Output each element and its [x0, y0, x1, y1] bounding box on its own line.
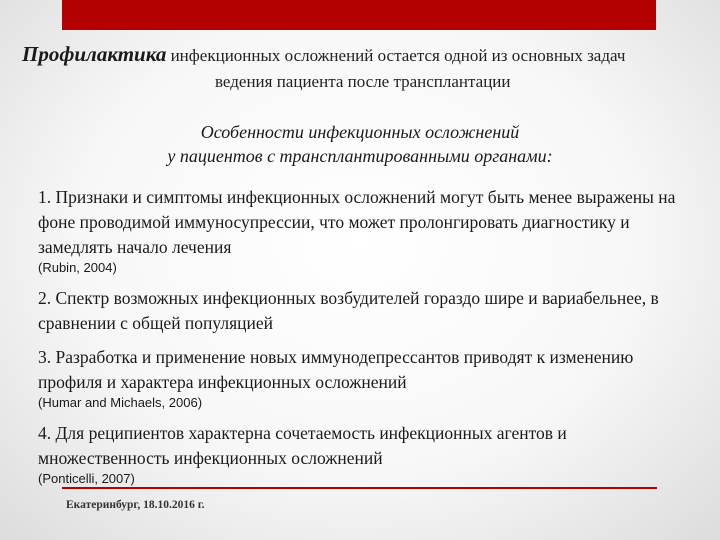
slide-heading: [22, 42, 712, 91]
top-accent-bar: [62, 0, 656, 30]
list-item-1: [38, 185, 678, 276]
list-item-reference: (Ponticelli, 2007): [38, 471, 135, 486]
heading-line2: ведения пациента после трансплантации: [215, 72, 511, 91]
footer-divider: [62, 487, 657, 489]
list-item-text: 4. Для реципиентов характерна сочетаемость инфекционных агентов и множественность инфекционных осложнений: [38, 423, 567, 468]
subtitle-line2: у пациентов с трансплантированными органами:: [167, 146, 553, 166]
list-item-2: [38, 286, 678, 336]
slide-subtitle: [0, 120, 720, 168]
list-item-3: [38, 345, 678, 411]
list-item-text: 1. Признаки и симптомы инфекционных осложнений могут быть менее выражены на фоне проводимой иммуносупрессии, что может пролонгировать диагностику и замедлять начало лечения: [38, 187, 676, 257]
footer-location-date: Екатеринбург, 18.10.2016 г.: [66, 499, 205, 511]
heading-lead: Профилактика: [22, 42, 167, 66]
list-item-text: 2. Спектр возможных инфекционных возбудителей гораздо шире и вариабельнее, в сравнении с общей популяцией: [38, 288, 659, 333]
subtitle-line1: Особенности инфекционных осложнений: [200, 122, 520, 142]
list-item-reference: (Rubin, 2004): [38, 260, 117, 275]
list-item-reference: (Humar and Michaels, 2006): [38, 395, 203, 410]
list-item-text: 3. Разработка и применение новых иммунодепрессантов приводят к изменению профиля и характера инфекционных осложнений: [38, 347, 634, 392]
list-item-4: [38, 421, 678, 487]
heading-rest: инфекционных осложнений остается одной из основных задач: [166, 46, 626, 65]
